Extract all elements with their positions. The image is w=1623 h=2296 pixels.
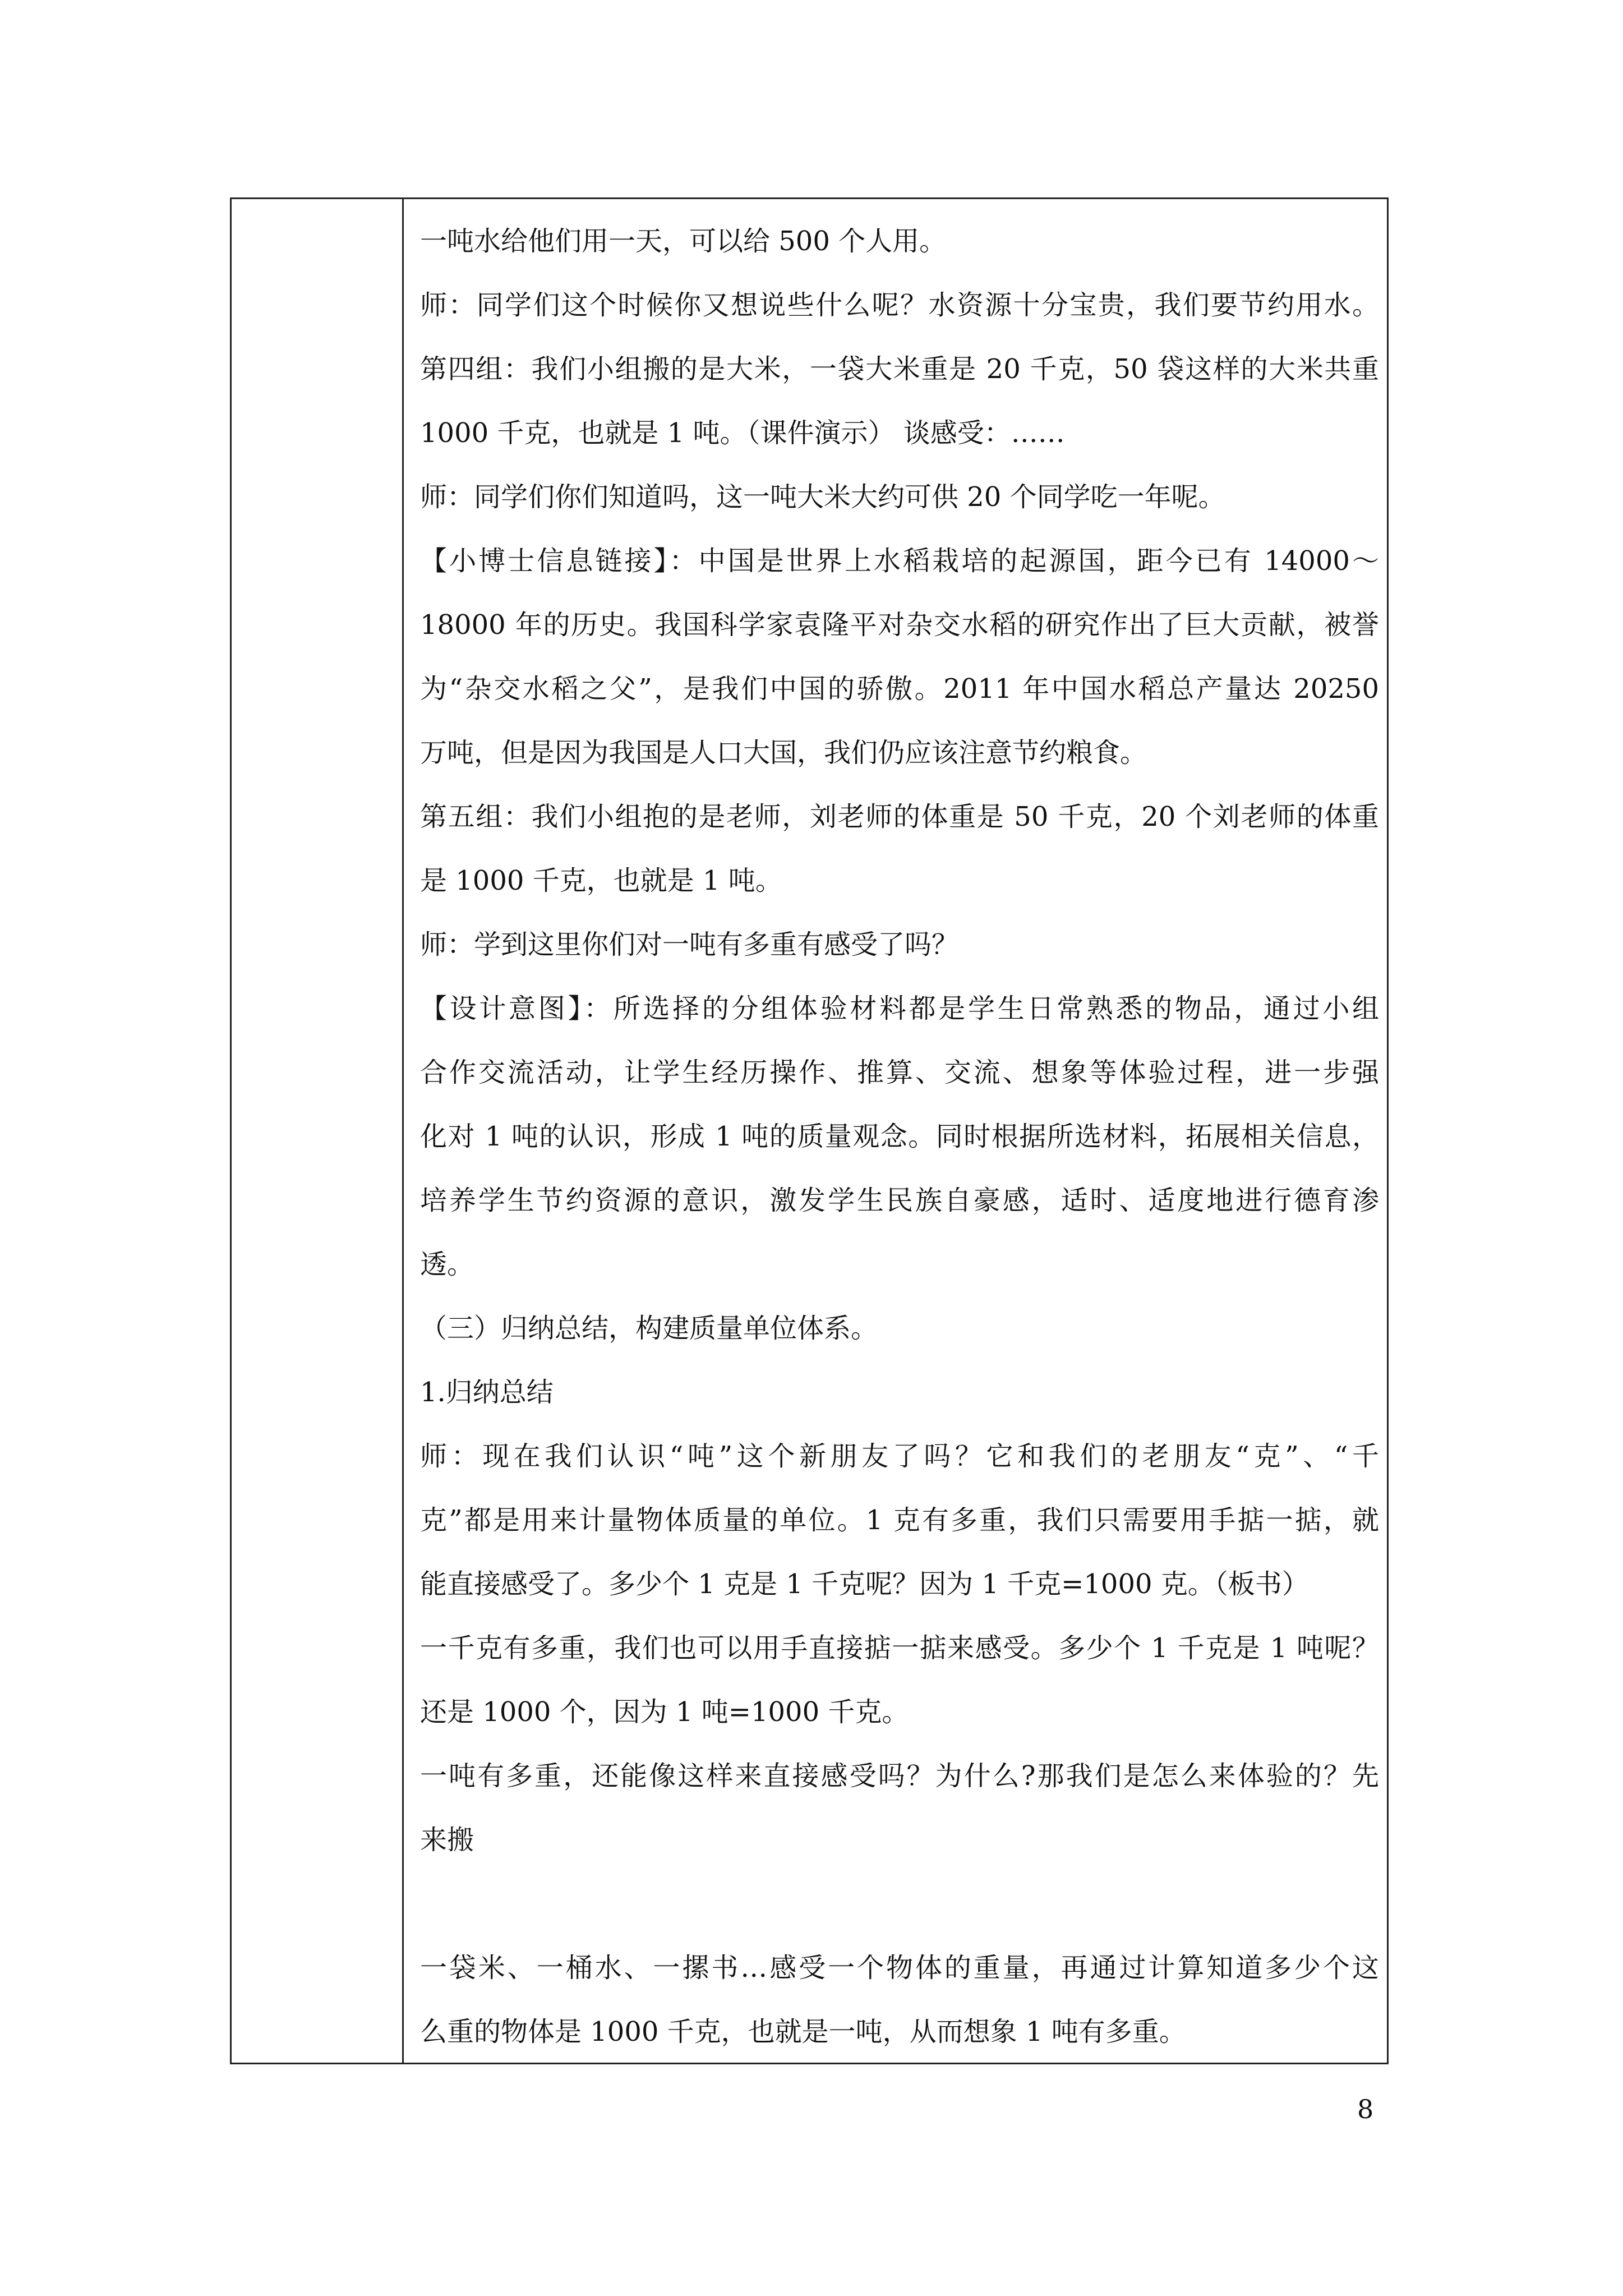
blank-line xyxy=(420,1872,1379,1936)
text-line: 来搬 xyxy=(420,1824,474,1856)
text-line: 18000 年的历史。我国科学家袁隆平对杂交水稻的研究作出了巨大贡献，被誉 xyxy=(420,609,1379,641)
left-column-cell xyxy=(232,199,402,2063)
page-number: 8 xyxy=(1357,2094,1374,2124)
subsection-heading: 1.归纳总结 xyxy=(420,1377,554,1408)
text-line: 师：学到这里你们对一吨有多重有感受了吗？ xyxy=(420,929,959,960)
text-line: 第五组：我们小组抱的是老师，刘老师的体重是 50 千克，20 个刘老师的体重 xyxy=(420,801,1379,832)
text-line: 合作交流活动，让学生经历操作、推算、交流、想象等体验过程，进一步强 xyxy=(420,1057,1379,1088)
text-line: 能直接感受了。多少个 1 克是 1 千克呢？因为 1 千克=1000 克。（板书） xyxy=(420,1568,1309,1600)
section-heading: （三）归纳总结，构建质量单位体系。 xyxy=(420,1313,878,1344)
text-line: 一吨有多重，还能像这样来直接感受吗？为什么?那我们是怎么来体验的？先 xyxy=(420,1760,1379,1792)
text-line: 师：同学们你们知道吗，这一吨大米大约可供 20 个同学吃一年呢。 xyxy=(420,481,1225,513)
text-line: 克”都是用来计量物体质量的单位。1 克有多重，我们只需要用手掂一掂，就 xyxy=(420,1504,1379,1536)
text-line: 师：现在我们认识“吨”这个新朋友了吗？它和我们的老朋友“克”、“千 xyxy=(420,1441,1379,1472)
text-line: 第四组：我们小组搬的是大米，一袋大米重是 20 千克，50 袋这样的大米共重 xyxy=(420,353,1379,385)
text-line: 培养学生节约资源的意识，激发学生民族自豪感，适时、适度地进行德育渗 xyxy=(420,1185,1379,1216)
lesson-plan-table xyxy=(230,197,1389,2064)
column-divider xyxy=(402,199,404,2063)
text-line: 为“杂交水稻之父”，是我们中国的骄傲。2011 年中国水稻总产量达 20250 xyxy=(420,673,1379,705)
text-line: 么重的物体是 1000 千克，也就是一吨，从而想象 1 吨有多重。 xyxy=(420,2016,1186,2047)
text-line: 透。 xyxy=(420,1249,474,1280)
text-line: 万吨，但是因为我国是人口大国，我们仍应该注意节约粮食。 xyxy=(420,737,1147,769)
text-line: 化对 1 吨的认识，形成 1 吨的质量观念。同时根据所选材料，拓展相关信息， xyxy=(420,1121,1379,1152)
text-line: 【小博士信息链接】：中国是世界上水稻栽培的起源国，距今已有 14000～ xyxy=(420,545,1379,577)
text-line: 【设计意图】：所选择的分组体验材料都是学生日常熟悉的物品，通过小组 xyxy=(420,993,1379,1024)
text-line: 是 1000 千克，也就是 1 吨。 xyxy=(420,865,782,896)
text-line: 1000 千克，也就是 1 吨。（课件演示） 谈感受：…… xyxy=(420,417,1065,449)
text-line: 师：同学们这个时候你又想说些什么呢？水资源十分宝贵，我们要节约用水。 xyxy=(420,289,1379,321)
text-line: 一千克有多重，我们也可以用手直接掂一掂来感受。多少个 1 千克是 1 吨呢？ xyxy=(420,1632,1379,1664)
text-line: 还是 1000 个，因为 1 吨=1000 千克。 xyxy=(420,1696,909,1728)
text-line: 一吨水给他们用一天，可以给 500 个人用。 xyxy=(420,226,947,257)
content-cell xyxy=(420,209,1379,2064)
text-line: 一袋米、一桶水、一摞书…感受一个物体的重量，再通过计算知道多少个这 xyxy=(420,1952,1379,1984)
